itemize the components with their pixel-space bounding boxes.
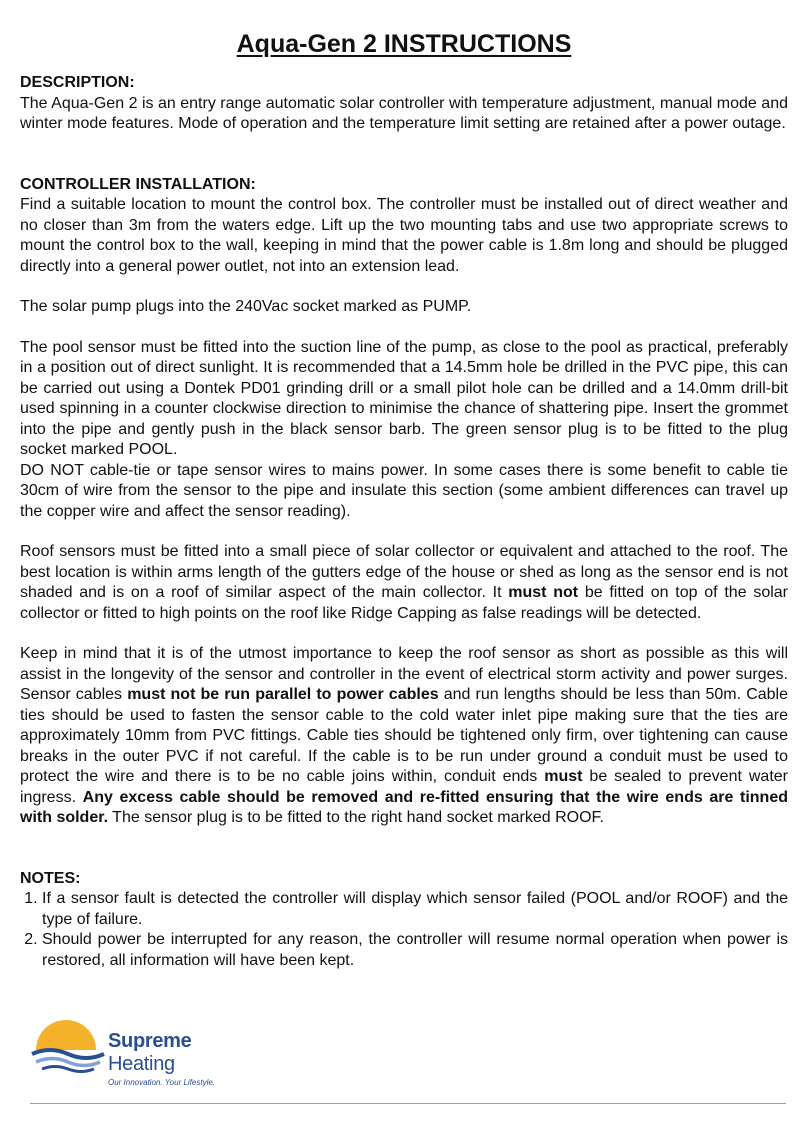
description-heading: DESCRIPTION: xyxy=(20,74,135,91)
logo-text-supreme: Supreme xyxy=(108,1030,192,1052)
paragraph-6-text-a: Keep in mind that it is of the utmost importance to keep the roof sensor as short as possible as this will assist in the longevity of the sensor and controller in the event of electrical storm activity and power surges. Sensor cables xyxy=(20,645,788,703)
paragraph-6-text-c: be sealed to prevent water ingress. xyxy=(20,768,788,806)
document-page xyxy=(20,30,788,971)
note-item-2: 2. Should power be interrupted for any reason, the controller will resume normal operation when power is restored, all information will have been kept. xyxy=(42,930,788,971)
notes-list xyxy=(20,889,788,971)
paragraph-6-text-b: and run lengths should be less than 50m. Cable ties should be used to fasten the sensor cable to the cold water inlet pipe making sure that the ties are approximately 10mm from PVC fittings. Cable ties should be tightened only firm, over tightening can cause breaks in the outer PVC if not careful. If the cable is to be run under ground a conduit must be used to protect the wire and there is to be no cable joins within, conduit ends xyxy=(20,686,788,785)
installation-paragraph-5 xyxy=(20,542,788,624)
notes-heading: NOTES: xyxy=(20,869,81,887)
installation-paragraph-4: DO NOT cable-tie or tape sensor wires to mains power. In some cases there is some benefit to cable tie 30cm of wire from the sensor to the pipe and insulate this section (some ambient differences can travel up the copper wire and affect the sensor reading). xyxy=(20,461,788,520)
description-text: The Aqua-Gen 2 is an entry range automatic solar controller with temperature adjustment, manual mode and winter mode features. Mode of operation and the temperature limit setting are retained after a power outage. xyxy=(20,94,788,132)
installation-paragraph-1: Find a suitable location to mount the control box. The controller must be installed out of direct weather and no closer than 3m from the waters edge. Lift up the two mounting tabs and use two appropriate screws to mount the control box to the wall, keeping in mind that the power cable is 1.8m long and should be plugged directly into a general power outlet, not into an extension lead. xyxy=(20,196,788,275)
paragraph-6-emphasis-1: must not be run parallel to power cables xyxy=(127,686,439,703)
paragraph-5-emphasis: must not xyxy=(508,584,579,601)
supreme-heating-logo xyxy=(30,1012,230,1092)
paragraph-6-emphasis-2: must xyxy=(544,768,583,785)
logo-text-heating: Heating xyxy=(108,1053,175,1075)
logo-tagline: Our Innovation. Your Lifestyle. xyxy=(108,1078,216,1087)
installation-paragraph-3: The pool sensor must be fitted into the suction line of the pump, as close to the pool as practical, preferably in a position out of direct sunlight. It is recommended that a 14.5mm hole be drilled in the PVC pipe, this can be carried out using a Dontek PD01 grinding drill or a small pilot hole can be drilled and a 14.0mm drill-bit used spinning in a counter clockwise direction to minimise the chance of shattering pipe. Insert the grommet into the pipe and gently push in the black sensor barb. The green sensor plug is to be fitted to the plug socket marked POOL. xyxy=(20,338,788,458)
note-item-1: 1. If a sensor fault is detected the controller will display which sensor failed (POOL and/or ROOF) and the type of failure. xyxy=(42,889,788,930)
installation-heading: CONTROLLER INSTALLATION: xyxy=(20,175,256,193)
paragraph-6-emphasis-3: Any excess cable should be removed and re-fitted ensuring that the wire ends are tinned with solder. xyxy=(20,788,789,826)
installation-paragraph-6 xyxy=(20,644,788,829)
sun-waves-icon xyxy=(30,1016,106,1080)
page-title: Aqua-Gen 2 INSTRUCTIONS xyxy=(236,30,572,58)
installation-paragraph-2: The solar pump plugs into the 240Vac socket marked as PUMP. xyxy=(20,298,472,315)
paragraph-5-text-a: Roof sensors must be fitted into a small piece of solar collector or equivalent and attached to the roof. The best location is within arms length of the gutters edge of the house or shed as long as the sensor end is not shaded and is on a roof of similar aspect of the main collector. It xyxy=(20,543,788,601)
paragraph-6-text-d: The sensor plug is to be fitted to the right hand socket marked ROOF. xyxy=(108,809,604,826)
paragraph-5-text-b: be fitted on top of the solar collector or fitted to high points on the roof like Ridge Capping as false readings will be detected. xyxy=(20,584,789,622)
footer-divider xyxy=(30,1103,786,1104)
